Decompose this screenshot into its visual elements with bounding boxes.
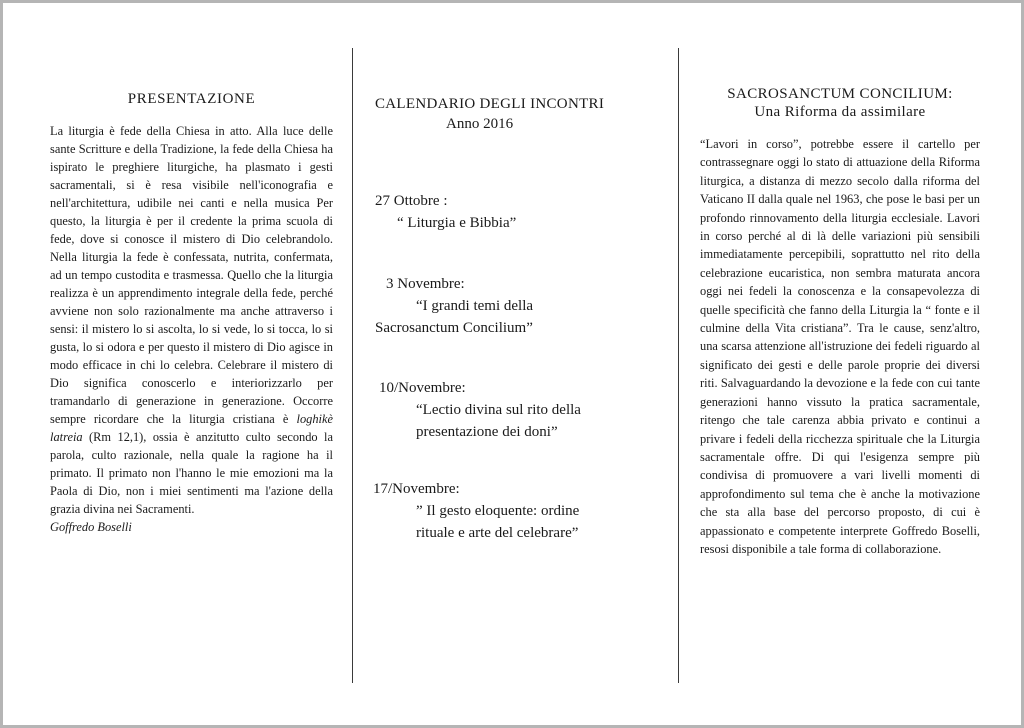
event-1-title [397,212,516,234]
event-1-title-line-1: “ Liturgia e Bibbia” [397,215,517,231]
concilium-column [700,85,980,558]
event-1-date: 27 Ottobre : [375,193,448,209]
event-4-title-line-2: rituale e arte del celebrare” [416,525,579,541]
event-4-date: 17/Novembre: [373,481,460,497]
event-2-date: 3 Novembre: [386,276,465,292]
calendario-year: Anno 2016 [446,116,514,132]
concilium-subtitle: Una Riforma da assimilare [754,104,926,120]
event-4-title [416,500,579,544]
presentazione-text-part2: (Rm 12,1), ossia è anzitutto culto secondo la parola, culto razionale, nella quale la ragione ha il primato. Il primato non l'hanno le mie emozioni ma la Paola di Dio, non i miei sentimenti ma l'azione della grazia divina nei Sacramenti. [50,430,333,516]
fold-line-right [678,48,679,683]
event-3-title-line-2: presentazione dei doni” [416,424,558,440]
presentazione-text [50,122,333,518]
event-3-title [416,399,581,443]
concilium-title: SACROSANCTUM CONCILIUM: [727,86,953,102]
event-4-title-line-1: ” Il gesto eloquente: ordine [416,503,580,519]
concilium-text: “Lavori in corso”, potrebbe essere il cartello per contrassegnare oggi lo stato di attuazione della Riforma liturgica, a distanza di mezzo secolo dalla riforma del Vaticano II dalla quale nel 1963, che pose le basi per un profondo rinnovamento della liturgia ecclesiale. Lavori in corso perché al di là delle variazioni più sensibili immediatamente percepibili, soprattutto nel rito della celebrazione eucaristica, non sembra maturata ancora oggi nei fedeli la conoscenza e la consapevolezza di quelle specificità che fanno della Liturgia la “ fonte e il culmine della Vita cristiana”. Tra le cause, senz'altro, una scarsa attenzione all'istruzione dei fedeli riguardo al significato dei gesti e delle parole proprie dei diversi riti. Salvaguardando la devozione e la fede con cui tante generazioni hanno vissuto la pratica sacramentale, ritengo che tale carenza abbia privato e continui a privare i fedeli della ricchezza spirituale che la Liturgia sacramentale offre. Di qui l'esigenza sempre più condivisa di promuovere a vari livelli momenti di approfondimento sul tema che è anche la motivazione che sta alla base del percorso proposto, di cui è appassionato e competente interprete Goffredo Boselli, resosi disponibile a tale forma di collaborazione. [700,137,980,556]
event-2-title-line-2: Sacrosanctum Concilium” [375,320,533,336]
presentazione-title: PRESENTAZIONE [127,91,256,107]
presentazione-column [50,91,333,536]
calendario-title: CALENDARIO DEGLI INCONTRI [375,96,605,112]
event-2-title [375,295,585,339]
fold-line-left [352,48,353,683]
event-3-title-line-1: “Lectio divina sul rito della [416,402,581,418]
event-3-date: 10/Novembre: [379,380,466,396]
presentazione-text-part1: La liturgia è fede della Chiesa in atto. Alla luce delle sante Scritture e della Tradizione, la fede della Chiesa ha ispirato le preghiere liturgiche, ha plasmato i gesti sacramentali, si è resa visibile nell'iconografia e nell'architettura, udibile nei canti e nella musica Per questo, la liturgia è per il credente la prima scuola di fede, dove si conosce il mistero di Dio celebrandolo. Nella liturgia la fede è confessata, nutrita, confermata, ad un tempo custodita e trasmessa. Quello che la liturgia realizza è un apprendimento integrale della fede, perché avviene non solo razionalmente ma anche attraverso i sensi: il mistero lo si ascolta, lo si vede, lo si tocca, lo si gusta, lo si odora e per questo il mistero di Dio agisce in modo efficace in chi lo celebra. Celebrare il mistero di Dio significa conoscerlo e interiorizzarlo per tramandarlo di generazione in generazione. Occorre sempre ricordare che la liturgia cristiana è [50,124,333,426]
event-2-title-line-1: “I grandi temi della [416,298,534,314]
presentazione-italic-term: loghikè latreia [50,412,333,444]
presentazione-author: Goffredo Boselli [50,520,132,534]
